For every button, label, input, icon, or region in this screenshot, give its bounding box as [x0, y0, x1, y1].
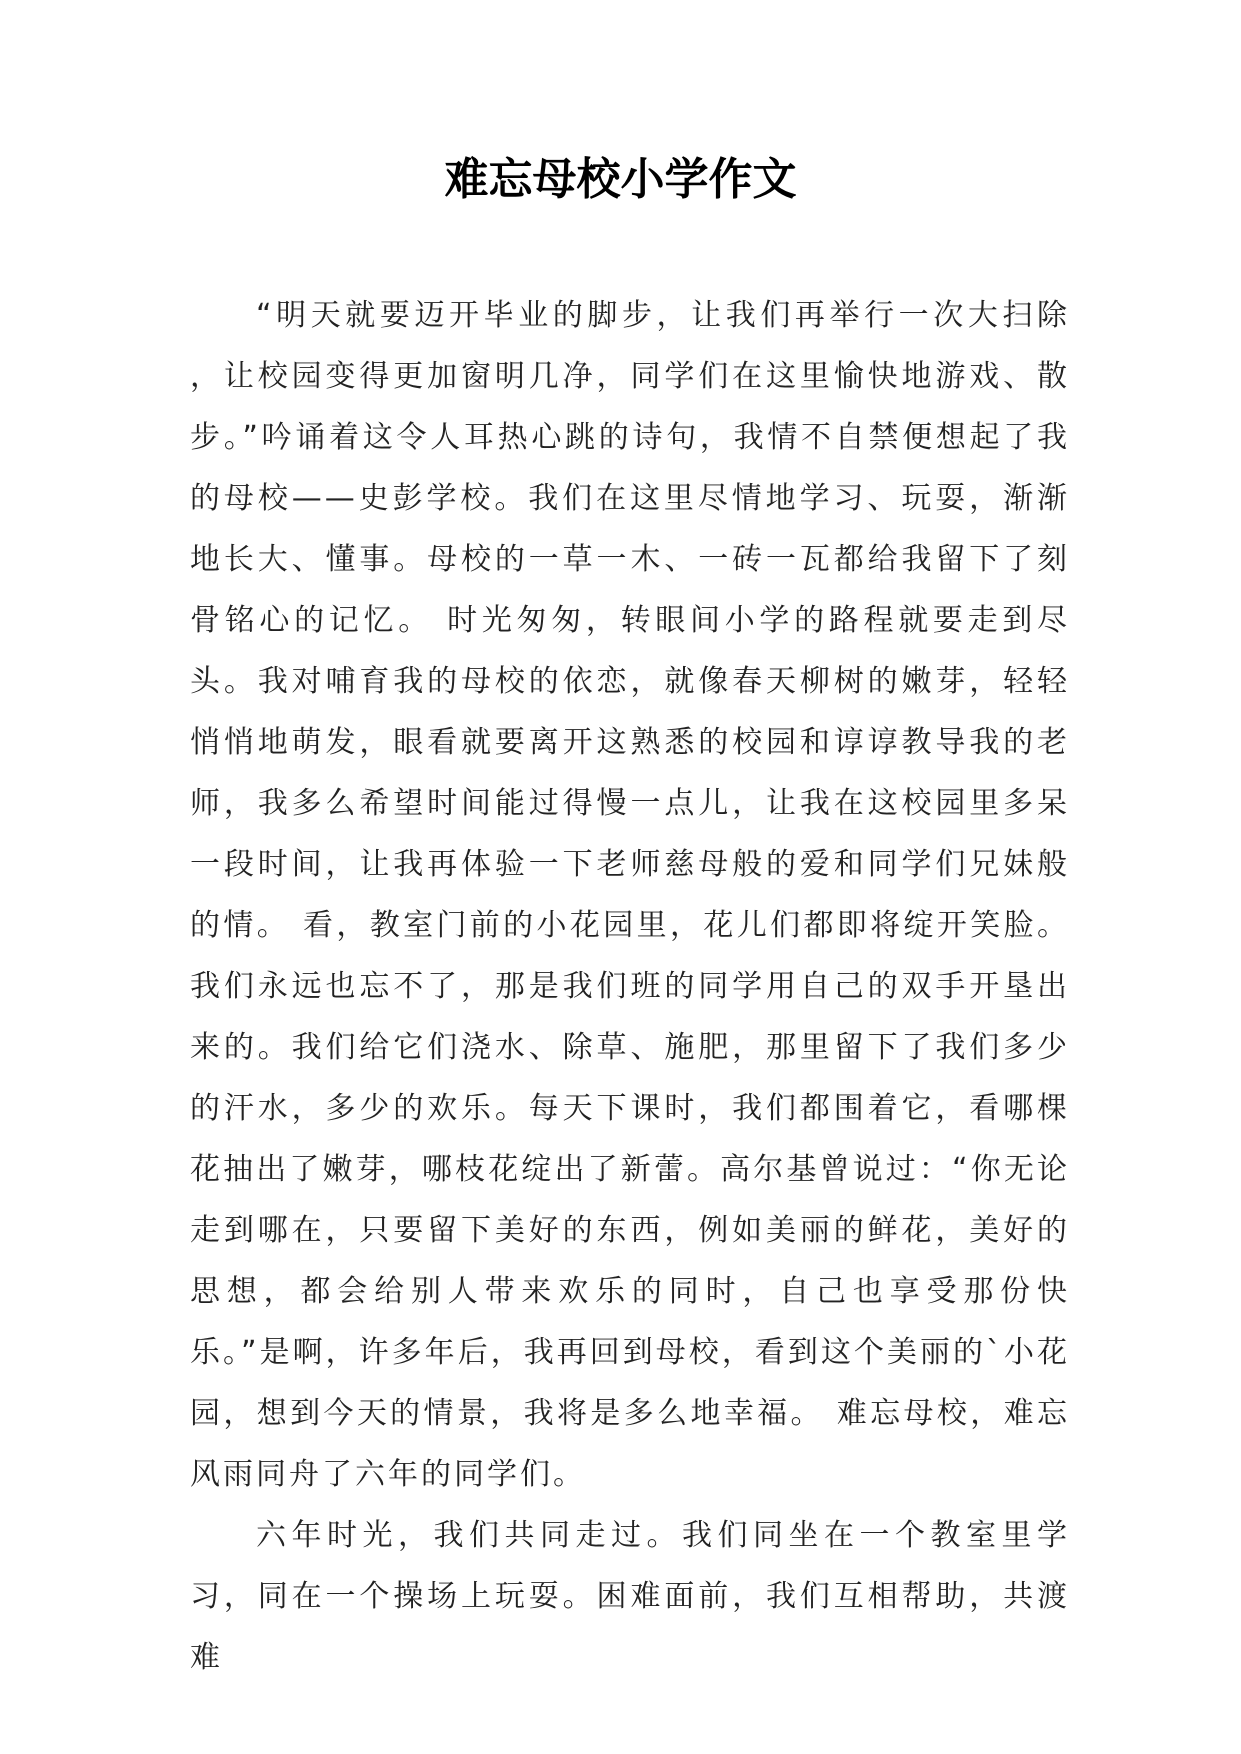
paragraph-1: “明天就要迈开毕业的脚步，让我们再举行一次大扫除 ，让校园变得更加窗明几净，同学们在这里愉快地游戏、散步。”吟诵着这令人耳热心跳的诗句，我情不自禁便想起了我的母校——史彭学校。我们在这里尽情地学习、玩耍，渐渐地长大、懂事。母校的一草一木、一砖一瓦都给我留下了刻骨铭心的记忆。 时光匆匆，转眼间小学的路程就要走到尽头。我对哺育我的母校的依恋，就像春天柳树的嫩芽，轻轻悄悄地萌发，眼看就要离开这熟悉的校园和谆谆教导我的老师，我多么希望时间能过得慢一点儿，让我在这校园里多呆一段时间，让我再体验一下老师慈母般的爱和同学们兄妹般的情。 看，教室门前的小花园里，花儿们都即将绽开笑脸。我们永远也忘不了，那是我们班的同学用自己的双手开垦出来的。我们给它们浇水、除草、施肥，那里留下了我们多少的汗水，多少的欢乐。每天下课时，我们都围着它，看哪棵花抽出了嫩芽，哪枝花绽出了新蕾。高尔基曾说过：“你无论走到哪在，只要留下美好的东西，例如美丽的鲜花，美好的思想，都会给别人带来欢乐的同时，自己也享受那份快乐。”是啊，许多年后，我再回到母校，看到这个美丽的`小花园，想到今天的情景，我将是多么地幸福。 难忘母校，难忘风雨同舟了六年的同学们。	[190, 298, 1070, 1492]
paragraph-2: 六年时光，我们共同走过。我们同坐在一个教室里学习，同在一个操场上玩耍。困难面前，我们互相帮助，共渡 难	[190, 1518, 1070, 1675]
document-body	[190, 285, 1070, 1688]
document-title: 难忘母校小学作文	[444, 154, 797, 205]
